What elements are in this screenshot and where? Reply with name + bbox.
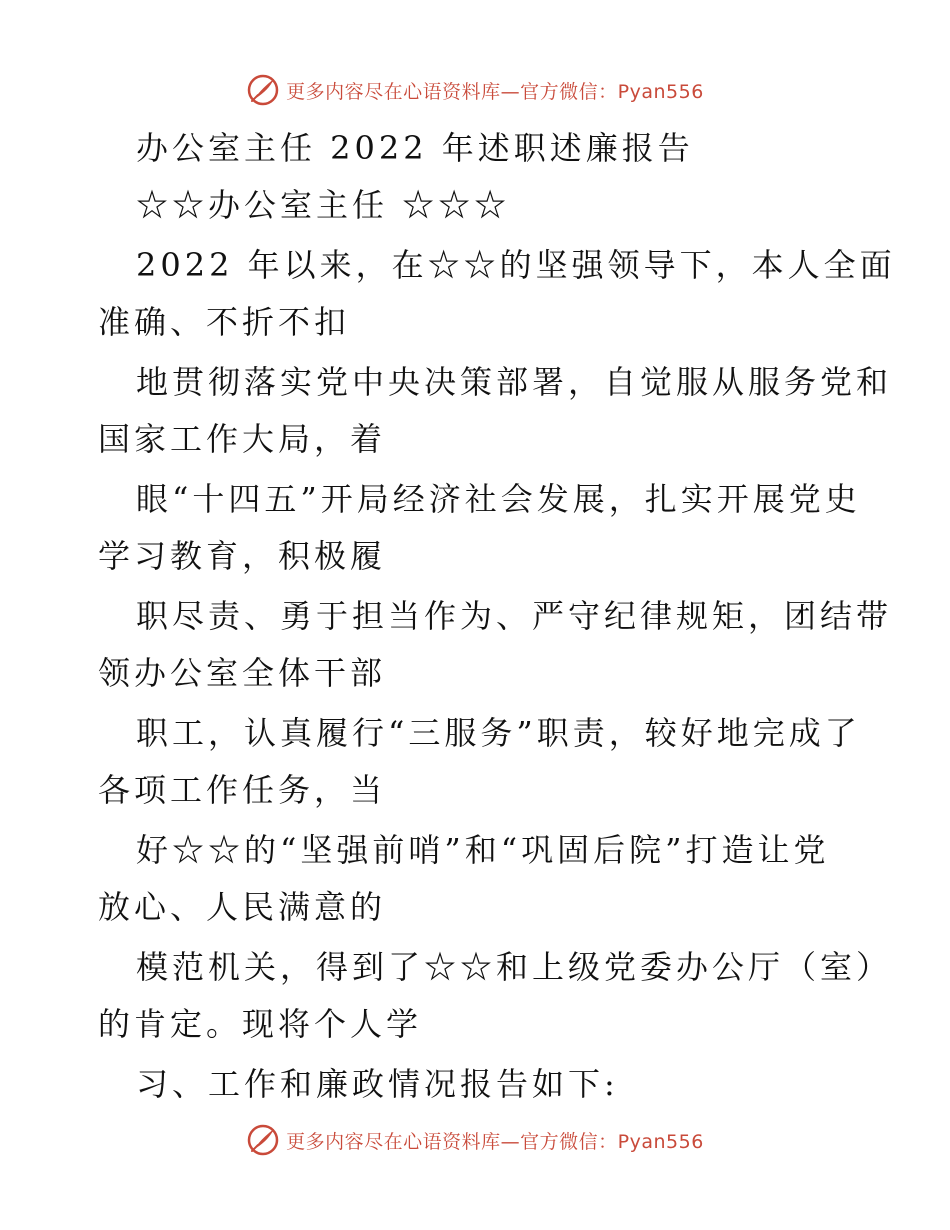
paragraph-line: 模范机关，得到了☆☆和上级党委办公厅（室）	[136, 948, 893, 986]
feather-pen-logo-icon	[246, 73, 280, 107]
paragraph-line: 职工，认真履行“三服务”职责，较好地完成了	[136, 714, 861, 752]
watermark-text: 更多内容尽在心语资料库—官方微信：Pyan556	[286, 80, 704, 103]
document-title: 办公室主任 2022 年述职述廉报告	[136, 129, 694, 167]
header-watermark	[0, 70, 950, 110]
paragraph-line: 职尽责、勇于担当作为、严守纪律规矩，团结带	[136, 597, 893, 635]
watermark-text: 更多内容尽在心语资料库—官方微信：Pyan556	[286, 1130, 704, 1153]
paragraph-line: 国家工作大局，着	[98, 420, 387, 458]
author-line: ☆☆办公室主任 ☆☆☆	[136, 186, 511, 224]
paragraph-line: 放心、人民满意的	[98, 888, 387, 926]
paragraph-line: 准确、不折不扣	[98, 303, 351, 341]
paragraph-line: 地贯彻落实党中央决策部署，自觉服从服务党和	[136, 363, 893, 401]
paragraph-line: 眼“十四五”开局经济社会发展，扎实开展党史	[136, 480, 861, 518]
paragraph-line: 好☆☆的“坚强前哨”和“巩固后院”打造让党	[136, 831, 830, 869]
feather-pen-logo-icon	[246, 1123, 280, 1157]
paragraph-line: 习、工作和廉政情况报告如下:	[136, 1065, 619, 1103]
paragraph-line: 2022 年以来，在☆☆的坚强领导下，本人全面	[136, 246, 896, 284]
paragraph-line: 领办公室全体干部	[98, 654, 387, 692]
footer-watermark	[0, 1120, 950, 1160]
paragraph-line: 各项工作任务，当	[98, 771, 387, 809]
paragraph-line: 的肯定。现将个人学	[98, 1005, 423, 1043]
paragraph-line: 学习教育，积极履	[98, 537, 387, 575]
